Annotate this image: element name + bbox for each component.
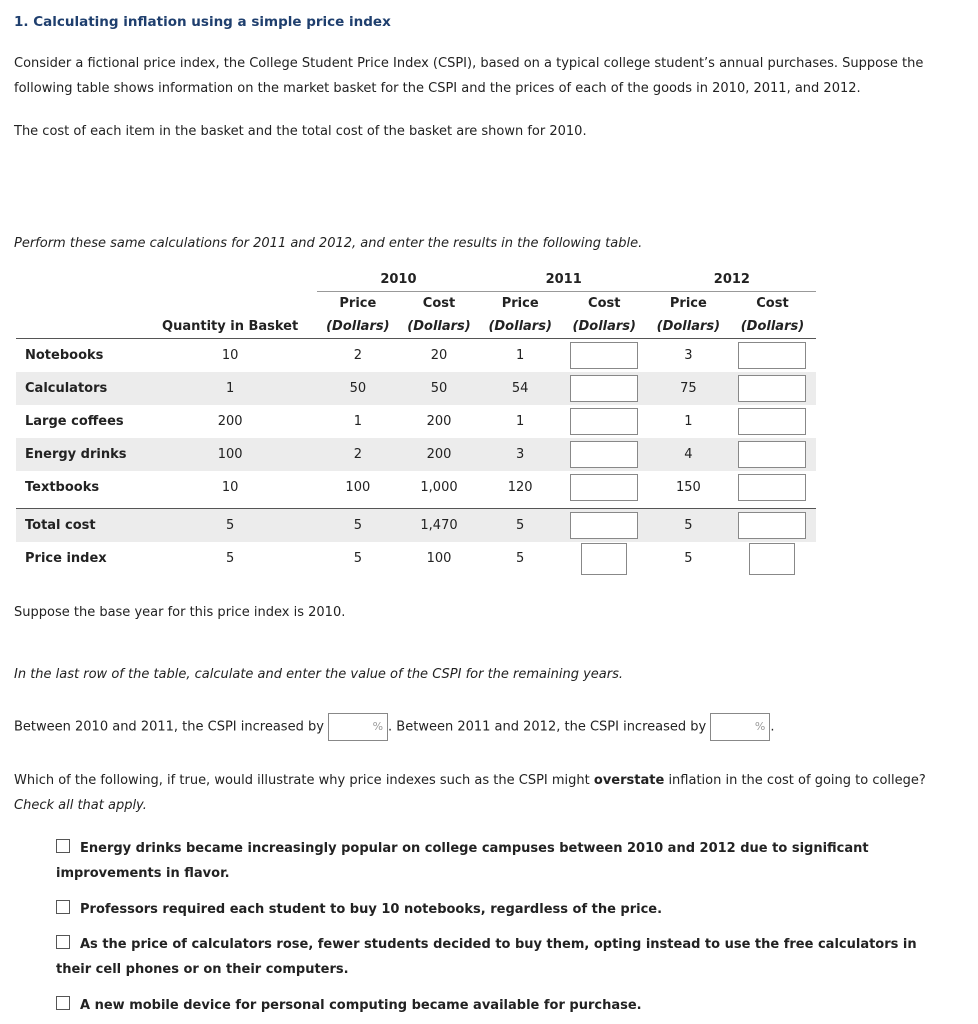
cost-2011-input[interactable] — [570, 474, 638, 501]
option-label: As the price of calculators rose, fewer students decided to buy them, opting instead to use the free calculators in their cell phones or on their computers. — [56, 937, 917, 977]
percent-symbol: % — [754, 720, 766, 733]
price-2010-cell: 2 — [317, 438, 398, 471]
table-row — [16, 438, 816, 471]
cost-note: The cost of each item in the basket and the total cost of the basket are shown for 2010. — [14, 124, 587, 139]
col-cost-label: Cost — [588, 296, 621, 311]
price-2010-cell: 1 — [353, 414, 362, 429]
price-index-2012-input[interactable] — [749, 543, 795, 575]
col-dollars-label: (Dollars) — [317, 315, 398, 339]
price-2011-cell: 120 — [507, 480, 533, 495]
cost-2011-input[interactable] — [570, 375, 638, 402]
option-4[interactable] — [56, 993, 956, 1018]
col-dollars-label: (Dollars) — [561, 315, 648, 339]
price-2011-cell: 1 — [516, 414, 525, 429]
cost-2012-input[interactable] — [738, 342, 806, 369]
table-row — [16, 339, 816, 373]
table-row — [16, 372, 816, 405]
cost-2012-input[interactable] — [738, 441, 806, 468]
row-label: Price index — [25, 551, 107, 566]
increase-text-2: . Between 2011 and 2012, the CSPI increased by — [388, 719, 707, 735]
cost-2011-input[interactable] — [570, 408, 638, 435]
col-dollars-label: (Dollars) — [729, 315, 816, 339]
question-hint: Check all that apply. — [14, 798, 147, 813]
qty-cell: 1 — [143, 372, 317, 405]
total-cost-2011-input[interactable] — [570, 512, 638, 539]
question-prefix: Which of the following, if true, would illustrate why price indexes such as the CSPI might — [14, 773, 590, 788]
option-2[interactable] — [56, 897, 956, 922]
checkbox[interactable] — [56, 935, 70, 949]
price-2010-cell: 2 — [353, 348, 362, 363]
question-bold: overstate — [593, 773, 665, 788]
price-2011-cell: 3 — [480, 438, 561, 471]
col-dollars-label: (Dollars) — [398, 315, 479, 339]
option-1[interactable] — [56, 836, 956, 886]
row-label: Total cost — [16, 509, 143, 543]
option-label: Energy drinks became increasingly popular on college campuses between 2010 and 2012 due to significant improvements in flavor. — [56, 841, 869, 881]
intro-text: Consider a fictional price index, the College Student Price Index (CSPI), based on a typical college student’s annual purchases. Suppose the following table shows information on the market basket for the CSPI and the prices of each of the goods in 2010, 2011, and 2012. — [14, 56, 924, 96]
cost-2010-cell: 50 — [398, 372, 479, 405]
row-label: Large coffees — [25, 414, 124, 429]
price-index-2011-input[interactable] — [581, 543, 627, 575]
total-cost-row — [16, 509, 816, 543]
increase-suffix: . — [770, 719, 775, 735]
increase-2011-input[interactable] — [328, 713, 388, 741]
year-2010: 2010 — [317, 268, 479, 292]
cost-2011-input[interactable] — [570, 441, 638, 468]
cost-2010-cell: 1,000 — [420, 480, 458, 495]
price-2012-cell: 5 — [648, 509, 729, 543]
price-2012-cell: 1 — [684, 414, 693, 429]
row-label: Energy drinks — [16, 438, 143, 471]
option-3[interactable] — [56, 932, 956, 982]
price-index-row — [16, 542, 816, 575]
col-price-label: Price — [669, 296, 707, 311]
price-2010-cell: 100 — [345, 480, 371, 495]
total-cost-2012-input[interactable] — [738, 512, 806, 539]
cost-2010-cell: 1,470 — [398, 509, 479, 543]
col-qty-label: Quantity in Basket — [143, 315, 317, 339]
year-2011: 2011 — [480, 268, 648, 292]
row-label: Calculators — [16, 372, 143, 405]
increase-text-1: Between 2010 and 2011, the CSPI increased by — [14, 719, 324, 735]
base-year-note: Suppose the base year for this price index is 2010. — [14, 605, 346, 620]
price-2010-cell: 50 — [317, 372, 398, 405]
checkbox[interactable] — [56, 839, 70, 853]
cost-2010-cell: 200 — [426, 414, 452, 429]
qty-cell: 100 — [143, 438, 317, 471]
question-title: 1. Calculating inflation using a simple price index — [14, 14, 391, 30]
price-2012-cell: 75 — [648, 372, 729, 405]
col-cost-label: Cost — [422, 296, 456, 311]
cost-2012-input[interactable] — [738, 375, 806, 402]
option-label: Professors required each student to buy 10 notebooks, regardless of the price. — [80, 902, 663, 917]
option-label: A new mobile device for personal computing became available for purchase. — [80, 998, 642, 1013]
question-text — [14, 768, 964, 818]
checkbox[interactable] — [56, 900, 70, 914]
price-2011-cell: 5 — [516, 551, 525, 566]
col-cost-label: Cost — [756, 296, 789, 311]
question-middle: inflation in the cost of going to college? — [668, 773, 926, 788]
price-2012-cell: 5 — [684, 551, 693, 566]
price-2011-cell: 5 — [480, 509, 561, 543]
col-dollars-label: (Dollars) — [480, 315, 561, 339]
price-2010-cell: 5 — [353, 551, 362, 566]
cost-2010-cell: 100 — [426, 551, 452, 566]
table-row — [16, 471, 816, 504]
price-2011-cell: 54 — [480, 372, 561, 405]
percent-symbol: % — [372, 720, 384, 733]
perform-note: Perform these same calculations for 2011 and 2012, and enter the results in the following table. — [14, 236, 643, 251]
cost-2012-input[interactable] — [738, 408, 806, 435]
qty-cell: 10 — [221, 348, 239, 363]
price-2012-cell: 150 — [675, 480, 701, 495]
cost-2010-cell: 20 — [430, 348, 448, 363]
cost-2010-cell: 200 — [398, 438, 479, 471]
increase-2012-input[interactable] — [710, 713, 770, 741]
last-row-note: In the last row of the table, calculate and enter the value of the CSPI for the remaining years. — [14, 667, 624, 682]
qty-cell: 5 — [143, 509, 317, 543]
col-price-label: Price — [501, 296, 539, 311]
row-label: Notebooks — [25, 348, 104, 363]
price-2012-cell: 4 — [648, 438, 729, 471]
cost-2012-input[interactable] — [738, 474, 806, 501]
year-2012: 2012 — [648, 268, 816, 292]
row-label: Textbooks — [25, 480, 100, 495]
qty-cell: 200 — [217, 414, 243, 429]
checkbox[interactable] — [56, 996, 70, 1010]
qty-cell: 10 — [221, 480, 239, 495]
col-dollars-label: (Dollars) — [648, 315, 729, 339]
table-row — [16, 405, 816, 438]
price-2011-cell: 1 — [516, 348, 525, 363]
qty-cell: 5 — [225, 551, 235, 566]
price-table — [16, 268, 816, 575]
col-price-label: Price — [339, 296, 377, 311]
price-2010-cell: 5 — [317, 509, 398, 543]
price-2012-cell: 3 — [684, 348, 693, 363]
cost-2011-input[interactable] — [570, 342, 638, 369]
increase-sentence — [14, 713, 775, 741]
